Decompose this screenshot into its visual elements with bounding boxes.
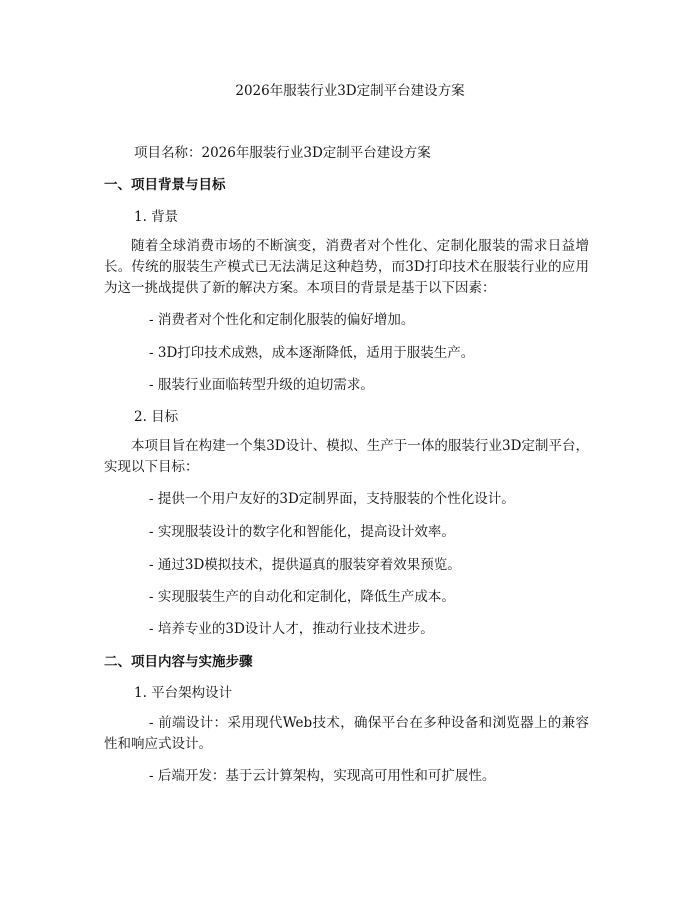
background-bullet: - 3D打印技术成熟，成本逐渐降低，适用于服装生产。 <box>149 345 475 361</box>
background-bullet: - 消费者对个性化和定制化服装的偏好增加。 <box>149 312 415 328</box>
goal-bullet: - 实现服装生产的自动化和定制化，降低生产成本。 <box>149 589 455 605</box>
architecture-backend-item: - 后端开发：基于云计算架构，实现高可用性和可扩展性。 <box>149 768 496 784</box>
subsection-goals-title: 2. 目标 <box>134 409 179 425</box>
goals-paragraph: 本项目旨在构建一个集3D设计、模拟、生产于一体的服装行业3D定制平台，实现以下目标： <box>104 438 589 475</box>
document-title: 2026年服装行业3D定制平台建设方案 <box>235 83 465 99</box>
background-paragraph: 随着全球消费市场的不断演变，消费者对个性化、定制化服装的需求日益增长。传统的服装生产模式已无法满足这种趋势，而3D打印技术在服装行业的应用为这一挑战提供了新的解决方案。本项目的背景是基于以下因素： <box>104 238 589 296</box>
goal-bullet: - 通过3D模拟技术，提供逼真的服装穿着效果预览。 <box>149 557 461 573</box>
architecture-frontend-item: - 前端设计：采用现代Web技术，确保平台在多种设备和浏览器上的兼容性和响应式设计。 <box>104 715 589 752</box>
background-bullet: - 服装行业面临转型升级的迫切需求。 <box>149 377 374 393</box>
goal-bullet: - 实现服装设计的数字化和智能化，提高设计效率。 <box>149 524 455 540</box>
goal-bullet: - 提供一个用户友好的3D定制界面，支持服装的个性化设计。 <box>149 491 515 507</box>
goal-bullet: - 培养专业的3D设计人才，推动行业技术进步。 <box>149 621 434 637</box>
subsection-background-title: 1. 背景 <box>134 209 179 225</box>
section-1-heading: 一、项目背景与目标 <box>104 177 226 193</box>
subsection-architecture-title: 1. 平台架构设计 <box>134 685 233 701</box>
project-name: 项目名称：2026年服装行业3D定制平台建设方案 <box>134 145 431 161</box>
section-2-heading: 二、项目内容与实施步骤 <box>104 654 253 670</box>
